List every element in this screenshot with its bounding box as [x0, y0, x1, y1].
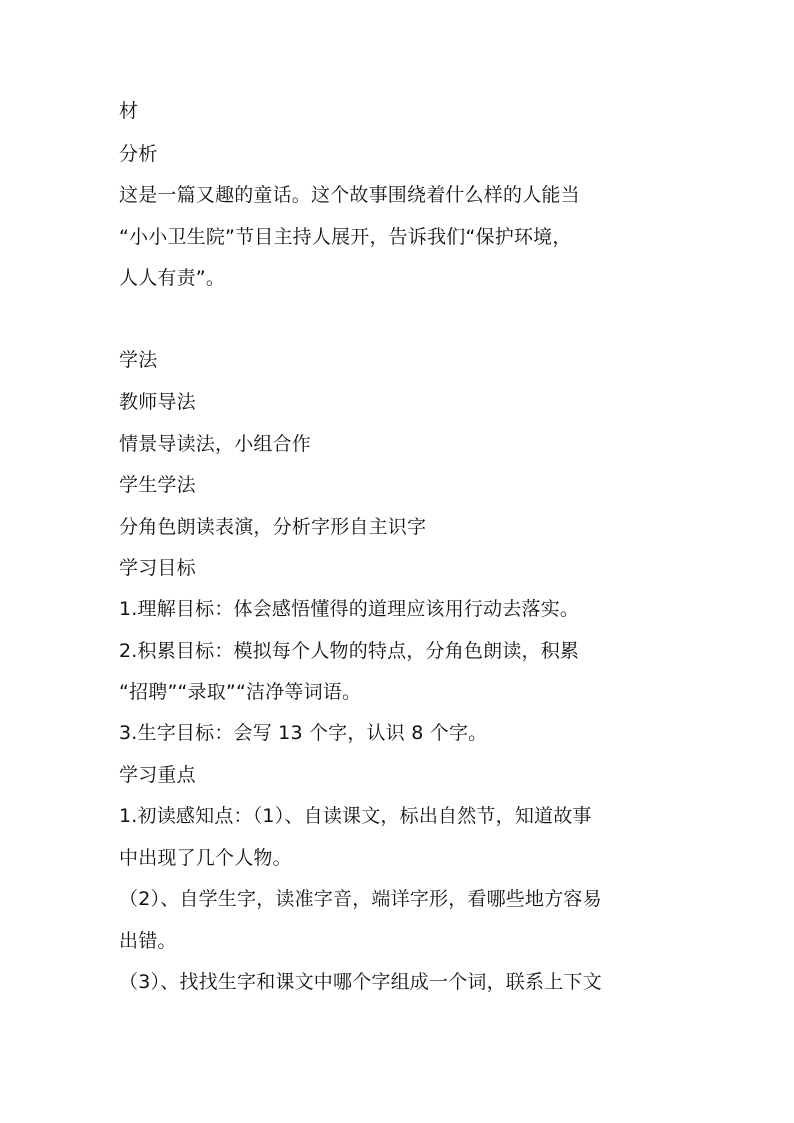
text-line-8: 情景导读法，小组合作 — [119, 433, 312, 455]
text-line-9: 学生学法 — [119, 474, 196, 496]
text-line-20: 出错。 — [119, 930, 177, 952]
text-line-13: 2.积累目标：模拟每个人物的特点，分角色朗读，积累 — [119, 640, 580, 662]
text-line-17: 1.初读感知点：（1）、自读课文，标出自然节，知道故事 — [119, 805, 592, 827]
text-line-5: 人人有责”。 — [119, 267, 226, 289]
text-line-15: 3.生字目标：会写 13 个字，认识 8 个字。 — [119, 722, 488, 744]
text-line-14: “招聘”“录取”“洁净等词语。 — [119, 681, 362, 703]
text-line-2: 分析 — [119, 143, 158, 165]
text-line-4: “小小卫生院”节目主持人展开，告诉我们“保护环境， — [119, 226, 572, 248]
text-line-6: 学法 — [119, 349, 158, 371]
text-line-21: （3）、找找生字和课文中哪个字组成一个词，联系上下文 — [119, 971, 602, 993]
text-line-7: 教师导法 — [119, 391, 196, 413]
text-line-10: 分角色朗读表演，分析字形自主识字 — [119, 516, 427, 538]
text-line-19: （2）、自学生字，读准字音，端详字形，看哪些地方容易 — [119, 888, 602, 910]
text-line-3: 这是一篇又趣的童话。这个故事围绕着什么样的人能当 — [119, 184, 580, 206]
text-line-12: 1.理解目标：体会感悟懂得的道理应该用行动去落实。 — [119, 598, 580, 620]
text-line-1: 材 — [119, 100, 139, 122]
text-line-16: 学习重点 — [119, 764, 196, 786]
text-line-11: 学习目标 — [119, 557, 196, 579]
text-line-18: 中出现了几个人物。 — [119, 847, 292, 869]
